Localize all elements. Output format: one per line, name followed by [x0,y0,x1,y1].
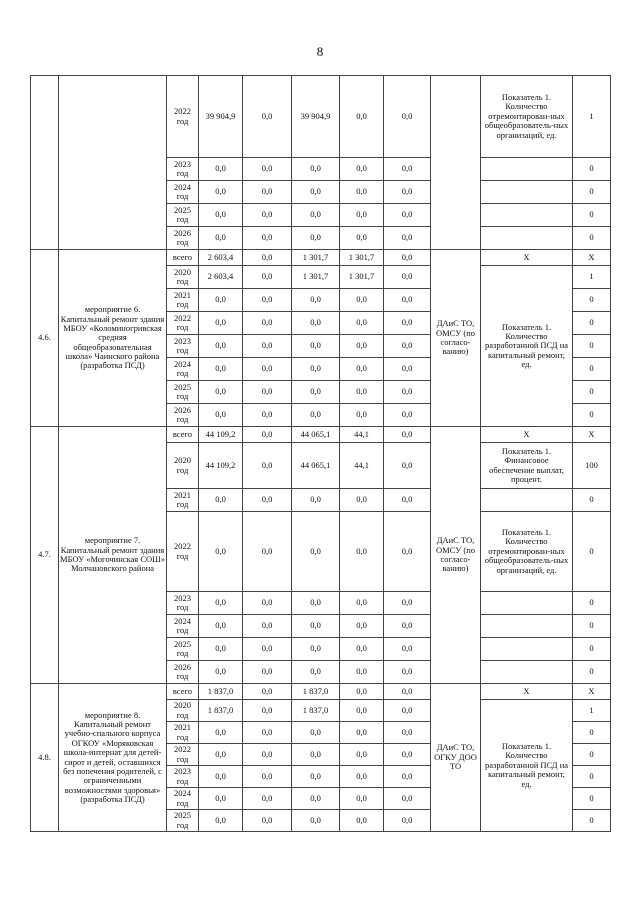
total-label: всего [167,250,199,266]
indicator-value: 100 [573,443,611,489]
value-cell: 0,0 [292,615,340,638]
value-cell: 0,0 [292,312,340,335]
value-cell: 0,0 [199,615,243,638]
indicator-value: 0 [573,289,611,312]
value-cell: 0,0 [292,358,340,381]
value-cell: 0,0 [292,227,340,250]
value-cell: 0,0 [243,700,292,722]
row-number-empty [31,76,59,250]
value-cell: 0,0 [199,404,243,427]
value-cell: 0,0 [243,684,292,700]
year-cell: 2024 год [167,358,199,381]
value-cell: 0,0 [243,381,292,404]
page-number: 8 [316,44,324,59]
table-row [31,76,611,158]
value-cell: 0,0 [340,638,384,661]
value-cell: 0,0 [199,489,243,512]
indicator-value: 1 [573,76,611,158]
value-cell: 0,0 [384,592,431,615]
indicator-value: 0 [573,381,611,404]
executor-cell: ДАиС ТО, ОГКУ ДОО ТО [431,684,481,832]
value-cell: 0,0 [243,810,292,832]
value-cell: 0,0 [243,158,292,181]
indicator-empty [481,227,573,250]
value-cell: 0,0 [340,766,384,788]
value-cell: 0,0 [243,289,292,312]
value-cell: 0,0 [340,810,384,832]
value-cell: 0,0 [243,358,292,381]
value-cell: 0,0 [340,489,384,512]
value-cell: 0,0 [243,204,292,227]
value-cell: 1 301,7 [340,250,384,266]
value-cell: 0,0 [384,427,431,443]
value-cell: 0,0 [384,381,431,404]
indicator-cell: Показатель 1. Количество разработанной ПСД на капитальный ремонт, ед. [481,266,573,427]
value-cell: 0,0 [384,289,431,312]
year-cell: 2024 год [167,615,199,638]
value-cell: 2 603,4 [199,250,243,266]
value-cell: 0,0 [292,512,340,592]
value-cell: 0,0 [243,181,292,204]
program-table [30,75,611,832]
indicator-empty [481,615,573,638]
value-cell: 0,0 [199,204,243,227]
value-cell: 0,0 [340,592,384,615]
value-cell: 0,0 [292,204,340,227]
value-cell: 44 065,1 [292,443,340,489]
value-cell: 0,0 [199,158,243,181]
indicator-empty [481,158,573,181]
indicator-value: 0 [573,766,611,788]
row-number: 4.7. [31,427,59,684]
value-cell: 0,0 [340,700,384,722]
value-cell: 0,0 [340,744,384,766]
value-cell: 0,0 [340,312,384,335]
value-cell: 0,0 [243,638,292,661]
value-cell: 39 904,9 [199,76,243,158]
indicator-value: 0 [573,512,611,592]
value-cell: 0,0 [384,158,431,181]
value-cell: 0,0 [384,684,431,700]
value-cell: 0,0 [243,615,292,638]
value-cell: 0,0 [292,335,340,358]
value-cell: 0,0 [199,766,243,788]
value-cell: 0,0 [292,661,340,684]
value-cell: 0,0 [199,722,243,744]
year-cell: 2026 год [167,227,199,250]
year-cell: 2022 год [167,512,199,592]
value-cell: 0,0 [340,404,384,427]
value-cell: 0,0 [384,250,431,266]
total-label: всего [167,427,199,443]
indicator-value: 0 [573,404,611,427]
value-cell: 1 837,0 [199,684,243,700]
value-cell: 0,0 [384,661,431,684]
indicator-value-x: Х [573,250,611,266]
value-cell: 44 109,2 [199,443,243,489]
value-cell: 0,0 [243,489,292,512]
value-cell: 0,0 [199,661,243,684]
year-cell: 2025 год [167,381,199,404]
year-cell: 2024 год [167,788,199,810]
indicator-value: 0 [573,358,611,381]
year-cell: 2023 год [167,592,199,615]
value-cell: 0,0 [199,381,243,404]
indicator-cell: Показатель 1. Количество отремонтирован-ных общеобразователь-ных организаций, ед. [481,76,573,158]
value-cell: 0,0 [340,661,384,684]
value-cell: 0,0 [243,722,292,744]
indicator-value: 0 [573,489,611,512]
value-cell: 0,0 [340,227,384,250]
indicator-value: 0 [573,661,611,684]
value-cell: 0,0 [243,335,292,358]
value-cell: 0,0 [340,788,384,810]
value-cell: 0,0 [340,158,384,181]
indicator-value: 0 [573,615,611,638]
value-cell: 0,0 [340,684,384,700]
year-cell: 2026 год [167,404,199,427]
year-cell: 2021 год [167,489,199,512]
value-cell: 0,0 [243,427,292,443]
value-cell: 39 904,9 [292,76,340,158]
value-cell: 0,0 [292,489,340,512]
value-cell: 0,0 [243,788,292,810]
executor-cell: ДАиС ТО, ОМСУ (по согласо-ванию) [431,427,481,684]
value-cell: 0,0 [384,512,431,592]
year-cell: 2025 год [167,810,199,832]
value-cell: 0,0 [384,227,431,250]
value-cell: 0,0 [384,766,431,788]
value-cell: 0,0 [243,443,292,489]
table-row [31,427,611,443]
event-description: мероприятие 8. Капитальный ремонт учебно-спального корпуса ОГКОУ «Моряковская школа-интернат для детей-сирот и детей, оставшихся без попечения родителей, с ограниченными возможностями здоровья» (разработка ПСД) [59,684,167,832]
value-cell: 0,0 [340,512,384,592]
value-cell: 0,0 [243,592,292,615]
value-cell: 0,0 [292,381,340,404]
value-cell: 0,0 [384,181,431,204]
event-description: мероприятие 7. Капитальный ремонт здания МБОУ «Могочинская СОШ» Молчановского района [59,427,167,684]
value-cell: 0,0 [384,638,431,661]
value-cell: 0,0 [340,615,384,638]
indicator-value: 0 [573,722,611,744]
indicator-value: 0 [573,227,611,250]
indicator-value: 0 [573,204,611,227]
indicator-value: 0 [573,810,611,832]
indicator-value: 0 [573,335,611,358]
value-cell: 0,0 [384,358,431,381]
value-cell: 0,0 [340,335,384,358]
value-cell: 0,0 [292,404,340,427]
value-cell: 0,0 [340,289,384,312]
value-cell: 0,0 [199,289,243,312]
year-cell: 2025 год [167,204,199,227]
value-cell: 0,0 [340,204,384,227]
value-cell: 0,0 [243,76,292,158]
year-cell: 2020 год [167,266,199,289]
value-cell: 44 065,1 [292,427,340,443]
event-description: мероприятие 6. Капитальный ремонт здания МБОУ «Коломиногривская средняя общеобразовательная школа» Чаинского района (разработка ПСД) [59,250,167,427]
value-cell: 0,0 [292,766,340,788]
value-cell: 0,0 [199,181,243,204]
value-cell: 0,0 [384,744,431,766]
value-cell: 0,0 [384,489,431,512]
value-cell: 1 837,0 [292,700,340,722]
value-cell: 0,0 [292,810,340,832]
executor-empty [431,76,481,250]
value-cell: 0,0 [384,443,431,489]
indicator-value: 1 [573,266,611,289]
table-row [31,250,611,266]
value-cell: 1 837,0 [292,684,340,700]
value-cell: 0,0 [199,312,243,335]
value-cell: 0,0 [199,592,243,615]
indicator-empty [481,204,573,227]
executor-cell: ДАиС ТО, ОМСУ (по согласо-ванию) [431,250,481,427]
year-cell: 2022 год [167,312,199,335]
value-cell: 0,0 [384,615,431,638]
value-cell: 0,0 [340,76,384,158]
value-cell: 0,0 [199,335,243,358]
indicator-empty [481,489,573,512]
value-cell: 0,0 [243,661,292,684]
indicator-value: 0 [573,592,611,615]
value-cell: 1 301,7 [292,250,340,266]
year-cell: 2022 год [167,744,199,766]
value-cell: 0,0 [243,512,292,592]
indicator-value: 0 [573,638,611,661]
value-cell: 44,1 [340,427,384,443]
year-cell: 2021 год [167,289,199,312]
value-cell: 0,0 [292,289,340,312]
indicator-cell: Показатель 1. Количество разработанной ПСД на капитальный ремонт, ед. [481,700,573,832]
value-cell: 1 837,0 [199,700,243,722]
value-cell: 0,0 [340,381,384,404]
value-cell: 0,0 [199,358,243,381]
value-cell: 0,0 [243,404,292,427]
indicator-value: 0 [573,788,611,810]
year-cell: 2025 год [167,638,199,661]
year-cell: 2021 год [167,722,199,744]
value-cell: 0,0 [243,312,292,335]
value-cell: 0,0 [292,592,340,615]
value-cell: 44,1 [340,443,384,489]
indicator-value: 0 [573,744,611,766]
value-cell: 0,0 [243,744,292,766]
value-cell: 0,0 [384,335,431,358]
description-empty [59,76,167,250]
value-cell: 0,0 [384,266,431,289]
row-number: 4.6. [31,250,59,427]
year-cell: 2020 год [167,700,199,722]
indicator-x: Х [481,427,573,443]
indicator-value: 1 [573,700,611,722]
year-cell: 2023 год [167,158,199,181]
indicator-value-x: Х [573,427,611,443]
indicator-cell: Показатель 1. Количество отремонтирован-ных общеобразователь-ных организаций, ед. [481,512,573,592]
value-cell: 0,0 [340,181,384,204]
indicator-value: 0 [573,312,611,335]
indicator-value-x: Х [573,684,611,700]
value-cell: 0,0 [292,158,340,181]
value-cell: 0,0 [384,810,431,832]
value-cell: 0,0 [384,700,431,722]
value-cell: 0,0 [292,181,340,204]
value-cell: 1 301,7 [292,266,340,289]
value-cell: 0,0 [292,722,340,744]
row-number: 4.8. [31,684,59,832]
indicator-empty [481,181,573,204]
indicator-cell: Показатель 1. Финансовое обеспечение выплат, процент. [481,443,573,489]
year-cell: 2023 год [167,766,199,788]
year-cell: 2026 год [167,661,199,684]
value-cell: 0,0 [199,638,243,661]
table-row [31,684,611,700]
value-cell: 1 301,7 [340,266,384,289]
value-cell: 0,0 [384,76,431,158]
value-cell: 0,0 [292,638,340,661]
value-cell: 0,0 [199,744,243,766]
value-cell: 2 603,4 [199,266,243,289]
value-cell: 0,0 [340,722,384,744]
indicator-empty [481,661,573,684]
value-cell: 44 109,2 [199,427,243,443]
value-cell: 0,0 [243,227,292,250]
value-cell: 0,0 [384,788,431,810]
indicator-value: 0 [573,181,611,204]
value-cell: 0,0 [384,312,431,335]
indicator-empty [481,638,573,661]
value-cell: 0,0 [199,512,243,592]
year-cell: 2020 год [167,443,199,489]
indicator-x: Х [481,250,573,266]
value-cell: 0,0 [384,722,431,744]
value-cell: 0,0 [199,788,243,810]
indicator-empty [481,592,573,615]
indicator-x: Х [481,684,573,700]
year-cell: 2023 год [167,335,199,358]
year-cell: 2022 год [167,76,199,158]
value-cell: 0,0 [292,744,340,766]
value-cell: 0,0 [199,227,243,250]
value-cell: 0,0 [384,404,431,427]
indicator-value: 0 [573,158,611,181]
year-cell: 2024 год [167,181,199,204]
value-cell: 0,0 [292,788,340,810]
value-cell: 0,0 [199,810,243,832]
value-cell: 0,0 [243,766,292,788]
value-cell: 0,0 [243,266,292,289]
value-cell: 0,0 [384,204,431,227]
value-cell: 0,0 [340,358,384,381]
total-label: всего [167,684,199,700]
value-cell: 0,0 [243,250,292,266]
